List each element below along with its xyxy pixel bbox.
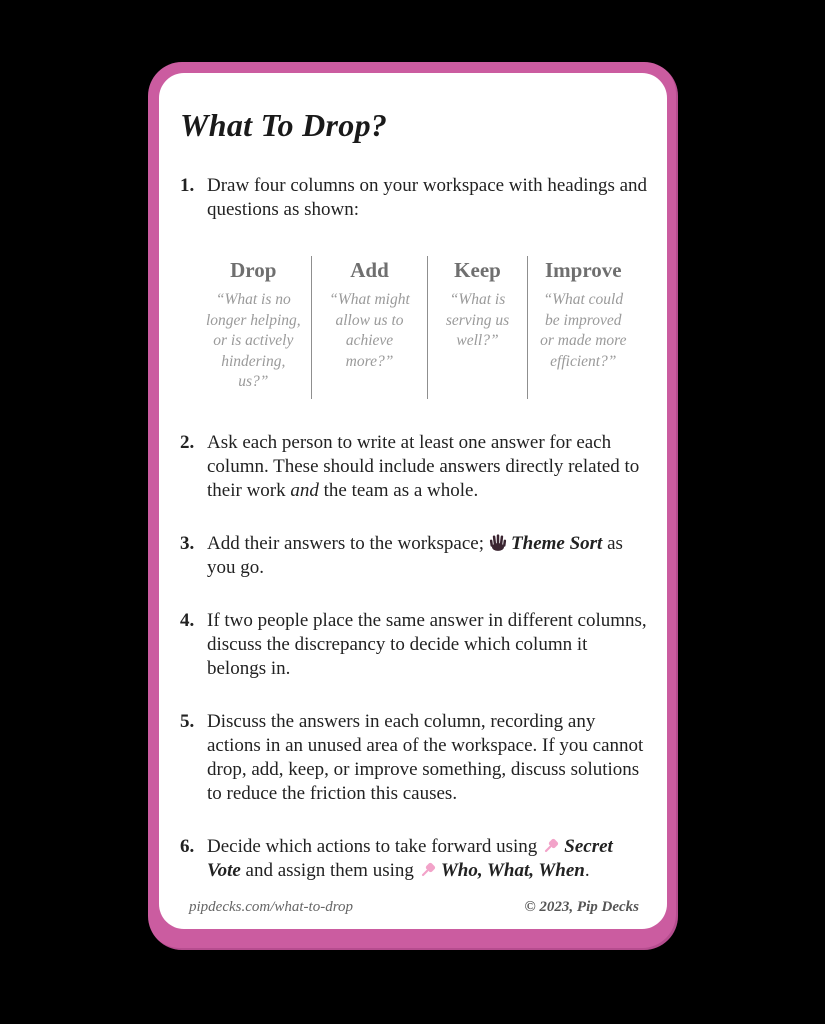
step-4: [180, 609, 649, 681]
step-text-segment: Ask each person to write at least one answer for each column. These should include answers directly related to their work: [207, 432, 640, 502]
step-number: 2.: [180, 432, 195, 454]
step-text: Discuss the answers in each column, recording any actions in an unused area of the workspace. If you cannot drop, add, keep, or improve something, discuss solutions to reduce the friction this causes.: [207, 711, 644, 805]
card-face: [159, 73, 667, 929]
column-quote: “What could be improved or made more efficient?”: [540, 291, 627, 370]
step-text-segment: the team as a whole.: [318, 480, 479, 502]
step-number: 3.: [180, 533, 195, 555]
column-header: Drop: [230, 258, 277, 282]
step-6: [180, 835, 649, 883]
step-text-emphasis: and: [290, 480, 319, 502]
footer-copyright: © 2023, Pip Decks: [524, 899, 639, 915]
step-text-segment: Decide which actions to take forward using: [207, 836, 538, 858]
step-1: [180, 174, 649, 222]
table-column-drop: [196, 256, 311, 399]
tactic-reference: Who, What, When: [440, 860, 585, 882]
hand-icon: [488, 532, 508, 556]
step-text: If two people place the same answer in different columns, discuss the discrepancy to decide which column it belongs in.: [207, 610, 647, 680]
table-column-add: [311, 256, 428, 399]
gavel-icon: [418, 859, 438, 883]
step-number: 1.: [180, 175, 195, 196]
column-header: Keep: [454, 258, 501, 282]
step-text: [207, 532, 649, 580]
step-number: 6.: [180, 836, 195, 858]
step-text: Draw four columns on your workspace with headings and questions as shown:: [207, 175, 648, 220]
table-column-keep: [427, 256, 526, 399]
tactic-reference: Theme Sort: [511, 533, 603, 555]
column-header: Add: [350, 258, 389, 282]
footer-url: pipdecks.com/what-to-drop: [189, 899, 353, 915]
tactic-reference: Secret Vote: [207, 836, 613, 882]
column-quote: “What is serving us well?”: [445, 291, 510, 350]
column-header: Improve: [544, 258, 622, 282]
column-quote: “What might allow us to achieve more?”: [329, 291, 410, 370]
step-text-segment: and assign them using: [240, 860, 414, 882]
step-3: [180, 532, 649, 580]
step-text-segment: Add their answers to the workspace;: [207, 533, 485, 555]
step-text: [207, 431, 649, 503]
four-column-table: [196, 256, 639, 399]
step-2: [180, 431, 649, 503]
tactic-card: [148, 62, 678, 950]
step-number: 5.: [180, 711, 195, 733]
page-title: What To Drop?: [180, 107, 388, 143]
table-column-improve: [527, 256, 639, 399]
card-footer: [189, 899, 639, 916]
step-5: [180, 710, 649, 806]
step-number: 4.: [180, 610, 195, 632]
step-text: [207, 835, 649, 883]
step-text-segment: as you go.: [207, 533, 623, 579]
step-text-segment: .: [584, 860, 590, 882]
column-quote: “What is no longer helping, or is actively hindering, us?”: [205, 291, 301, 391]
gavel-icon: [541, 835, 561, 859]
